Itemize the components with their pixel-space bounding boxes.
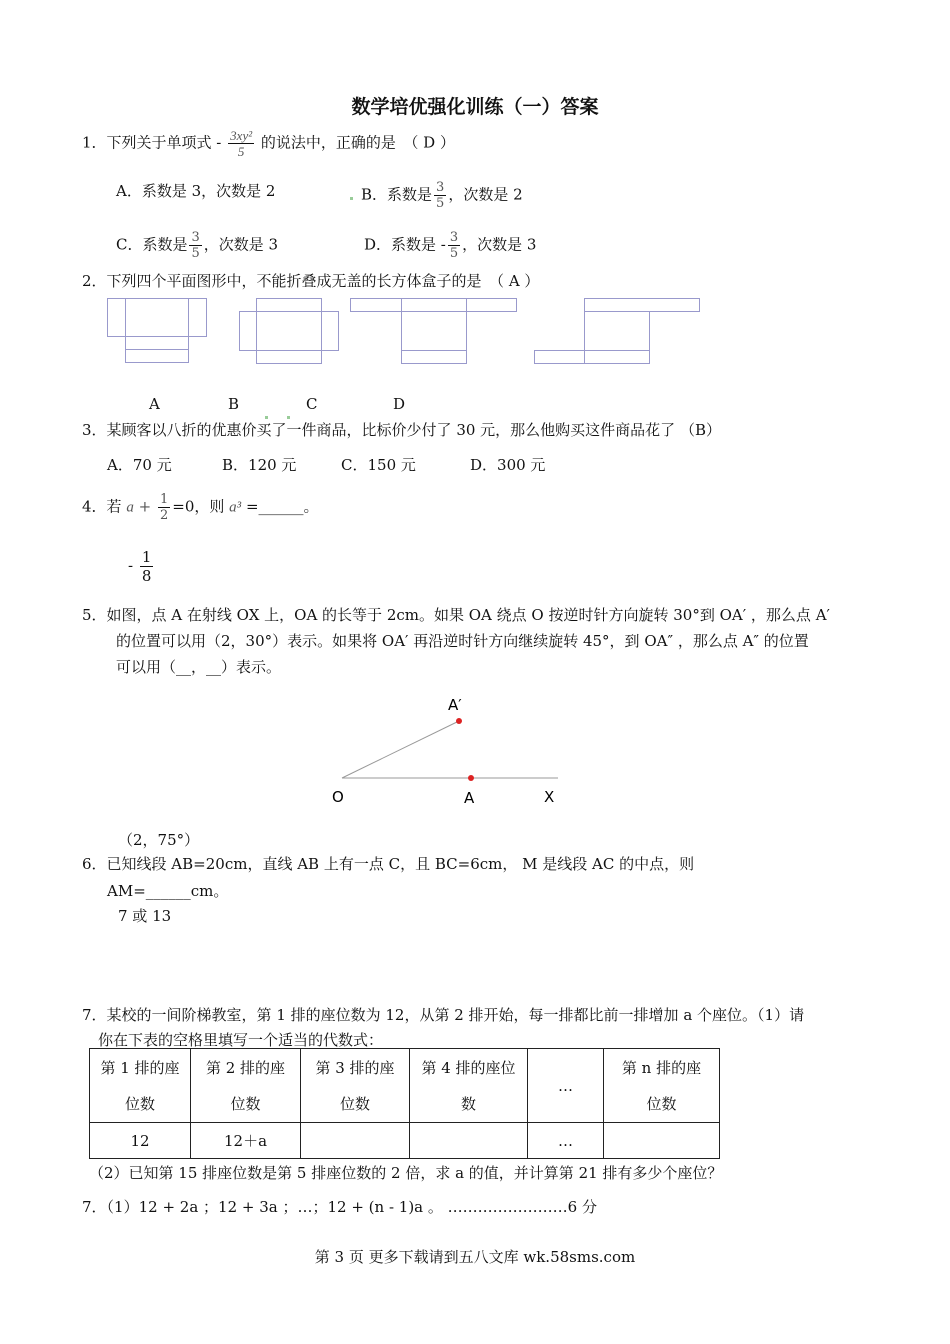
table-row bbox=[90, 1123, 720, 1159]
page-title: 数学培优强化训练（一）答案 bbox=[351, 96, 599, 118]
q4-answer bbox=[128, 548, 155, 585]
q1-option-c-fraction bbox=[189, 230, 201, 261]
point-a bbox=[468, 775, 474, 781]
table-header-cell: … bbox=[528, 1049, 604, 1123]
label-o: O bbox=[332, 788, 344, 806]
table-header-cell: 第 3 排的座 位数 bbox=[301, 1049, 410, 1123]
q4-answer-den: 8 bbox=[141, 567, 152, 585]
q1-b-num: 3 bbox=[436, 180, 445, 195]
q4-answer-num: 1 bbox=[141, 548, 152, 566]
q5-figure bbox=[320, 690, 580, 810]
q4-stem-pre: 4．若 bbox=[82, 497, 122, 516]
q1-c-den: 5 bbox=[191, 246, 200, 261]
table-cell: 12 bbox=[90, 1123, 191, 1159]
q1-option-d-pre: D．系数是 - bbox=[364, 235, 446, 254]
q1-d-den: 5 bbox=[449, 246, 459, 261]
q7-line2: 你在下表的空格里填写一个适当的代数式： bbox=[98, 1031, 384, 1049]
q1-option-b-post: ，次数是 2 bbox=[448, 185, 523, 204]
q1-option-c-post: ，次数是 3 bbox=[203, 235, 279, 254]
table-cell: … bbox=[528, 1123, 604, 1159]
q1-option-d bbox=[364, 230, 536, 261]
q1-option-c bbox=[116, 230, 278, 261]
q1-option-c-pre: C．系数是 bbox=[116, 235, 188, 254]
q4-half-fraction bbox=[158, 492, 170, 523]
point-a-prime bbox=[456, 718, 462, 724]
q5-line1: 5．如图，点 A 在射线 OX 上，OA 的长等于 2cm。如果 OA 绕点 O 按逆时针方向旋转 30°到 OA′ ，那么点 A′ bbox=[82, 606, 830, 624]
q4-blank: =______。 bbox=[245, 497, 319, 516]
q7-line1: 7．某校的一间阶梯教室，第 1 排的座位数为 12，从第 2 排开始，每一排都比前一排增加 a 个座位。（1）请 bbox=[82, 1006, 805, 1024]
table-header-cell: 第 4 排的座位 数 bbox=[410, 1049, 528, 1123]
q6-line1: 6．已知线段 AB=20cm，直线 AB 上有一点 C，且 BC=6cm， M 是线段 AC 的中点，则 bbox=[82, 855, 695, 873]
q7-part2: （2）已知第 15 排座位数是第 5 排座位数的 2 倍，求 a 的值，并计算第 21 排有多少个座位？ bbox=[89, 1164, 723, 1182]
q3-stem: 3．某顾客以八折的优惠价买了一件商品，比标价少付了 30 元，那么他购买这件商品花了 （B） bbox=[82, 421, 721, 439]
q6-line2: AM=______cm。 bbox=[107, 882, 229, 900]
q4-half-num: 1 bbox=[159, 492, 169, 507]
q1-option-d-fraction bbox=[448, 230, 460, 261]
net-label-d: D bbox=[393, 395, 406, 413]
q5-answer: （2，75°） bbox=[118, 831, 200, 849]
label-x: X bbox=[544, 788, 555, 806]
net-label-a: A bbox=[149, 395, 160, 413]
ray-oa-prime bbox=[342, 721, 459, 778]
q1-d-num: 3 bbox=[449, 230, 459, 245]
q3-option-c: C．150 元 bbox=[341, 456, 416, 474]
q5-line2: 的位置可以用（2，30°）表示。如果将 OA′ 再沿逆时针方向继续旋转 45°，到 OA″ ，那么点 A″ 的位置 bbox=[116, 632, 809, 650]
seat-table bbox=[89, 1048, 720, 1159]
net-label-c: C bbox=[306, 395, 318, 413]
q4-half-den: 2 bbox=[159, 508, 169, 523]
q7-answer: 7．（1）12 + 2a ；12 + 3a ；…；12 + (n - 1)a 。 ……………………6 分 bbox=[82, 1198, 597, 1216]
q4-eq: =0，则 bbox=[172, 497, 225, 516]
q3-option-d: D．300 元 bbox=[470, 456, 546, 474]
table-header-cell: 第 n 排的座 位数 bbox=[604, 1049, 720, 1123]
label-a: A bbox=[464, 789, 475, 807]
q1-stem bbox=[82, 128, 455, 159]
q2-stem: 2．下列四个平面图形中，不能折叠成无盖的长方体盒子的是 （ A ） bbox=[82, 272, 540, 290]
q1-option-a: A．系数是 3，次数是 2 bbox=[116, 182, 276, 200]
q4-stem bbox=[82, 492, 319, 523]
label-a-prime: A′ bbox=[448, 696, 462, 714]
q1-c-num: 3 bbox=[191, 230, 200, 245]
q1-frac-num: 3xy² bbox=[230, 128, 253, 143]
q1-stem-post: 的说法中，正确的是 （ D ） bbox=[260, 133, 455, 152]
table-cell bbox=[301, 1123, 410, 1159]
q1-monomial-fraction bbox=[228, 128, 254, 159]
table-cell bbox=[410, 1123, 528, 1159]
q1-stem-pre: 1．下列关于单项式 - bbox=[82, 133, 222, 152]
q1-b-den: 5 bbox=[436, 196, 445, 211]
table-header-cell: 第 1 排的座 位数 bbox=[90, 1049, 191, 1123]
q3-option-b: B．120 元 bbox=[222, 456, 297, 474]
table-header-cell: 第 2 排的座 位数 bbox=[191, 1049, 301, 1123]
net-label-b: B bbox=[228, 395, 240, 413]
q4-plus: + bbox=[138, 497, 152, 516]
q1-option-b bbox=[350, 180, 523, 211]
table-cell: 12＋a bbox=[191, 1123, 301, 1159]
table-cell bbox=[604, 1123, 720, 1159]
q1-option-d-post: ，次数是 3 bbox=[462, 235, 537, 254]
q1-option-b-pre: B．系数是 bbox=[361, 185, 433, 204]
q3-option-a: A．70 元 bbox=[107, 456, 172, 474]
q1-option-b-fraction bbox=[434, 180, 446, 211]
q4-cube: a³ bbox=[229, 499, 242, 516]
q4-var-a: a bbox=[126, 499, 134, 516]
q4-answer-fraction bbox=[140, 548, 154, 585]
table-header-row bbox=[90, 1049, 720, 1123]
q1-frac-den: 5 bbox=[237, 144, 245, 159]
q6-answer: 7 或 13 bbox=[118, 907, 172, 925]
q5-line3: 可以用（__，__）表示。 bbox=[116, 658, 282, 676]
q4-answer-sign: - bbox=[128, 556, 134, 575]
page-footer: 第 3 页 更多下载请到五八文库 wk.58sms.com bbox=[314, 1248, 636, 1266]
